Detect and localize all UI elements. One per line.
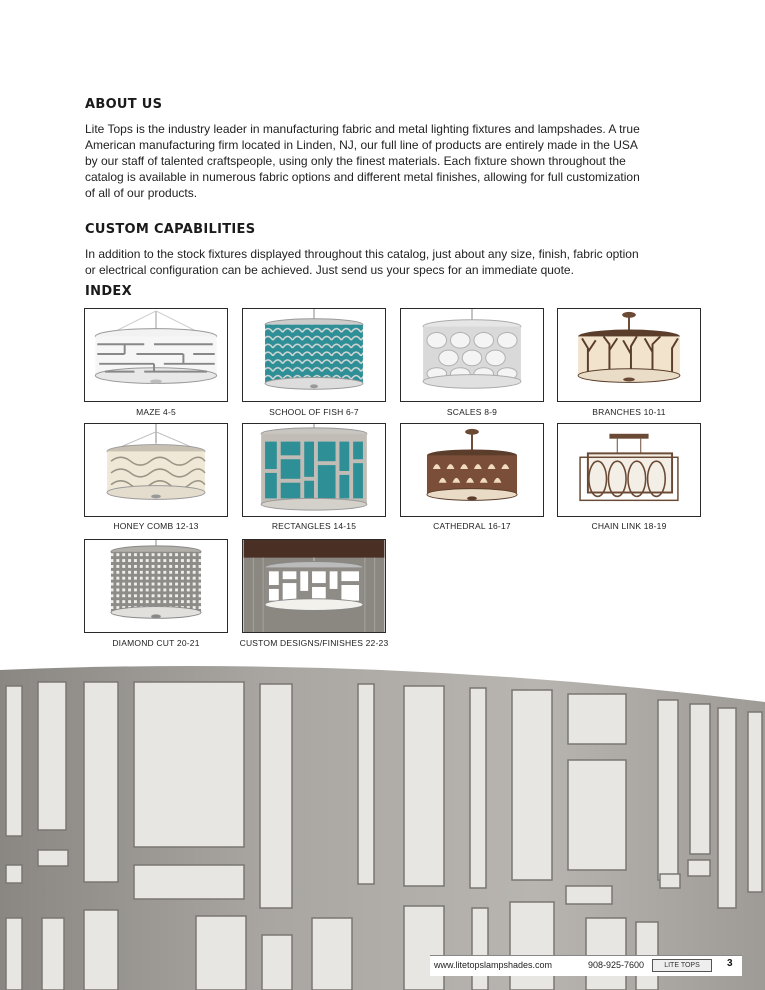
custom-designs-pendant-icon — [243, 540, 385, 632]
index-caption: BRANCHES 10-11 — [592, 407, 666, 417]
custom-capabilities-heading: CUSTOM CAPABILITIES — [85, 222, 256, 237]
custom-line: In addition to the stock fixtures displayed throughout this catalog, just about any size, finish, fabric option — [85, 247, 639, 261]
maze-pendant-icon — [85, 309, 227, 401]
about-line: American manufacturing firm located in Linden, NJ, our full line of products are entirely made in the USA — [85, 138, 638, 152]
index-thumb-scales[interactable] — [400, 308, 544, 402]
school-of-fish-pendant-icon — [243, 309, 385, 401]
index-caption: SCHOOL OF FISH 6-7 — [269, 407, 359, 417]
index-thumb-maze[interactable] — [84, 308, 228, 402]
cathedral-pendant-icon — [401, 424, 543, 516]
index-caption: CATHEDRAL 16-17 — [433, 521, 511, 531]
index-caption: HONEY COMB 12-13 — [113, 521, 199, 531]
index-thumb-custom-designs[interactable] — [242, 539, 386, 633]
index-thumb-honey-comb[interactable] — [84, 423, 228, 517]
page-number: 3 — [727, 958, 733, 969]
index-thumb-school-of-fish[interactable] — [242, 308, 386, 402]
index-caption: DIAMOND CUT 20-21 — [112, 638, 200, 648]
about-line: by our staff of talented craftspeople, using only the finest materials. Each fixture shown throughout the — [85, 154, 626, 168]
custom-capabilities-paragraph — [85, 246, 685, 278]
honey-comb-pendant-icon — [85, 424, 227, 516]
about-paragraph — [85, 121, 685, 201]
index-caption: CUSTOM DESIGNS/FINISHES 22-23 — [239, 638, 389, 648]
index-thumb-branches[interactable] — [557, 308, 701, 402]
index-thumb-diamond-cut[interactable] — [84, 539, 228, 633]
index-caption: SCALES 8-9 — [446, 407, 498, 417]
index-heading: INDEX — [85, 284, 132, 299]
custom-line: or electrical configuration can be achieved. Just send us your specs for an immediate quote. — [85, 263, 574, 277]
chain-link-pendant-icon — [558, 424, 700, 516]
index-caption: RECTANGLES 14-15 — [271, 521, 357, 531]
index-thumb-chain-link[interactable] — [557, 423, 701, 517]
scales-pendant-icon — [401, 309, 543, 401]
branches-pendant-icon — [558, 309, 700, 401]
index-thumb-rectangles[interactable] — [242, 423, 386, 517]
lite-tops-logo: LITE TOPS — [652, 959, 712, 972]
about-heading: ABOUT US — [85, 97, 163, 112]
about-line: Lite Tops is the industry leader in manufacturing fabric and metal lighting fixtures and lampshades. A true — [85, 122, 640, 136]
diamond-cut-pendant-icon — [85, 540, 227, 632]
index-thumb-cathedral[interactable] — [400, 423, 544, 517]
footer-phone: 908-925-7600 — [588, 960, 645, 970]
index-caption: MAZE 4-5 — [136, 407, 176, 417]
rectangles-closeup-icon — [0, 660, 765, 990]
about-line: catalog is available in numerous fabric options and different metal finishes, allowing for full customization — [85, 170, 640, 184]
about-line: of all of our products. — [85, 186, 198, 200]
index-caption: CHAIN LINK 18-19 — [591, 521, 667, 531]
footer-website-link[interactable]: www.litetopslampshades.com — [434, 960, 553, 970]
rectangles-pendant-icon — [243, 424, 385, 516]
